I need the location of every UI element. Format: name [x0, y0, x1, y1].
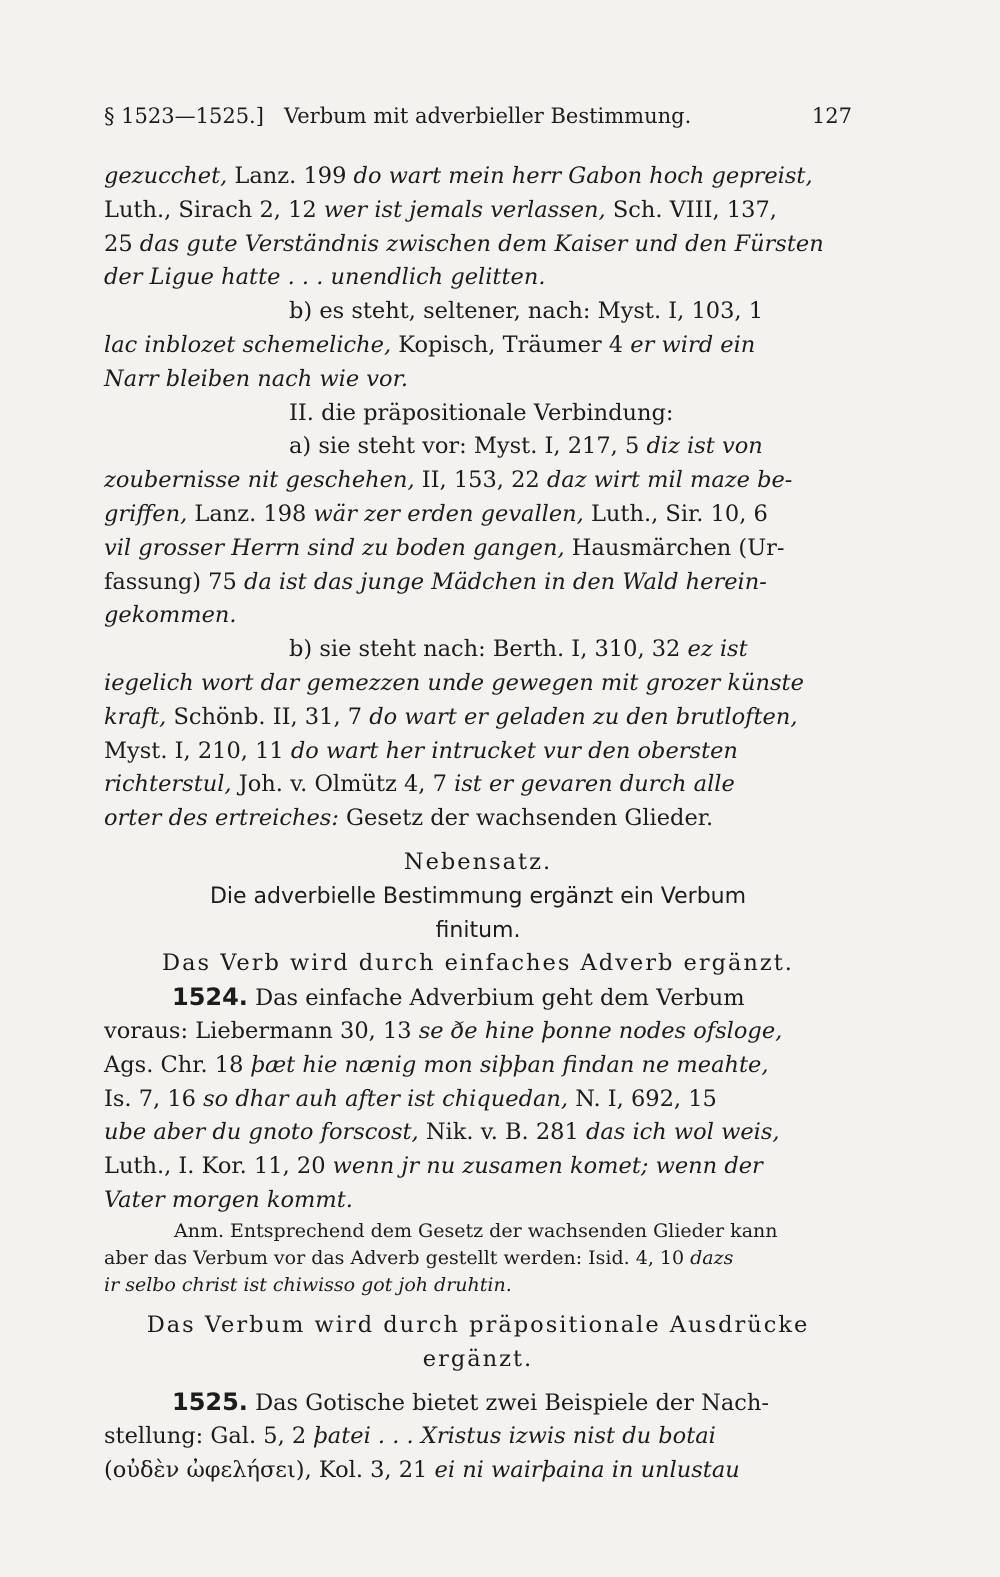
- text-line: [104, 430, 852, 464]
- italic-text: das gute Verständnis zwischen dem Kaiser und den Fürsten: [139, 230, 824, 257]
- text-line: [104, 1454, 852, 1488]
- plain-text: Das Verbum wird durch präpositionale Ausdrücke: [146, 1311, 810, 1338]
- note-line: [104, 1218, 852, 1245]
- plain-text: N. I, 692, 15: [568, 1085, 717, 1112]
- text-line: [104, 768, 852, 802]
- italic-text: lac inblozet schemeliche,: [104, 331, 392, 358]
- text-line: [104, 599, 852, 633]
- italic-text: vil grosser Herrn sind zu boden gangen,: [104, 534, 565, 561]
- note-line: [104, 1272, 852, 1299]
- page-number: 127: [811, 104, 852, 128]
- plain-text: Joh. v. Olmütz 4, 7: [231, 771, 455, 798]
- italic-text: orter des ertreiches:: [104, 805, 339, 832]
- italic-text: ei ni wairþaina in unlustau: [434, 1456, 740, 1483]
- section-range: § 1523—1525.]: [104, 104, 264, 128]
- plain-text: 25: [104, 230, 140, 257]
- text-line: [104, 329, 852, 363]
- italic-text: gekommen.: [104, 602, 237, 629]
- italic-text: Narr bleiben nach wie vor.: [104, 365, 409, 392]
- text-line: [104, 1150, 852, 1184]
- text-line: [104, 1420, 852, 1454]
- plain-text: Schönb. II, 31, 7: [166, 703, 370, 730]
- italic-text: ube aber du gnoto forscost,: [104, 1119, 419, 1146]
- italic-text: ist er gevaren durch alle: [454, 771, 735, 798]
- plain-text: aber das Verbum vor das Adverb gestellt werden: Isid. 4, 10: [104, 1246, 691, 1269]
- plain-text: voraus: Liebermann 30, 13: [104, 1017, 419, 1044]
- italic-text: er wird ein: [630, 331, 756, 358]
- text-line: [104, 228, 852, 262]
- text-line: [104, 295, 852, 329]
- paragraph-1525-start: [104, 1386, 852, 1420]
- italic-text: dazs: [690, 1246, 734, 1269]
- text-line: [104, 735, 852, 769]
- italic-text: do wart mein herr Gabon hoch gepreist,: [353, 163, 813, 189]
- text-line: [104, 667, 852, 701]
- italic-text: wär zer erden gevallen,: [313, 500, 584, 527]
- text-line: [104, 1015, 852, 1049]
- paragraph-number: 1525.: [172, 1388, 248, 1417]
- text-line: [104, 160, 852, 194]
- plain-text: b) es steht, seltener, nach: Myst. I, 103, 1: [289, 298, 764, 325]
- text-line: [104, 566, 852, 600]
- plain-text: Hausmärchen (Ur-: [564, 534, 785, 561]
- plain-text: finitum.: [435, 917, 521, 943]
- text-line: [104, 1083, 852, 1117]
- italic-text: þatei . . . Xristus izwis nist du botai: [313, 1423, 716, 1450]
- plain-text: stellung: Gal. 5, 2: [104, 1423, 314, 1450]
- topic-heading: [104, 1309, 852, 1343]
- italic-text: daz wirt mil maze be-: [546, 467, 793, 494]
- section-heading: [104, 846, 852, 880]
- topic-heading: [104, 947, 852, 981]
- italic-text: so dhar auh after ist chiquedan,: [203, 1085, 569, 1112]
- italic-text: ir selbo christ ist chiwisso got joh druhtin.: [104, 1273, 512, 1296]
- text-line: [104, 194, 852, 228]
- plain-text: Gesetz der wachsenden Glieder.: [338, 805, 714, 832]
- italic-text: da ist das junge Mädchen in den Wald herein-: [243, 568, 767, 595]
- italic-text: Vater morgen kommt.: [104, 1186, 353, 1213]
- plain-text: Myst. I, 210, 11: [104, 737, 291, 764]
- italic-text: kraft,: [104, 703, 167, 730]
- note-line: [104, 1245, 852, 1272]
- plain-text: Sch. VIII, 137,: [605, 196, 777, 223]
- plain-text: Lanz. 198: [187, 500, 314, 527]
- plain-text: Is. 7, 16: [104, 1085, 204, 1112]
- plain-text: Anm. Entsprechend dem Gesetz der wachsenden Glieder kann: [174, 1219, 778, 1242]
- italic-text: do wart her intrucket vur den obersten: [290, 737, 738, 764]
- plain-text: Nebensatz.: [403, 848, 553, 875]
- subsection-heading: [104, 397, 852, 431]
- section-subheading: [104, 914, 852, 948]
- plain-text: Das einfache Adverbium geht dem Verbum: [247, 985, 745, 1012]
- plain-text: Das Verb wird durch einfaches Adverb ergänzt.: [162, 950, 794, 977]
- italic-text: diz ist von: [646, 433, 763, 460]
- running-title: Verbum mit adverbieller Bestimmung.: [284, 104, 692, 128]
- text-line: [104, 1184, 852, 1218]
- text-line: [104, 1116, 852, 1150]
- text-line: [104, 701, 852, 735]
- plain-text: fassung) 75: [104, 568, 244, 595]
- italic-text: iegelich wort dar gemezzen unde gewegen mit grozer künste: [104, 669, 804, 696]
- text-line: [104, 498, 852, 532]
- plain-text: (οὐδὲν ὠφελήσει), Kol. 3, 21: [104, 1456, 435, 1483]
- text-line: [104, 363, 852, 397]
- plain-text: a) sie steht vor: Myst. I, 217, 5: [289, 433, 647, 460]
- text-line: [104, 261, 852, 295]
- plain-text: Luth., I. Kor. 11, 20: [104, 1153, 333, 1180]
- paragraph-number: 1524.: [172, 983, 248, 1012]
- text-line: [104, 532, 852, 566]
- italic-text: ez ist: [687, 636, 748, 663]
- italic-text: þæt hie nænig mon siþþan findan ne meahte,: [250, 1051, 769, 1078]
- plain-text: Luth., Sirach 2, 12: [104, 196, 324, 223]
- italic-text: gezucchet,: [104, 163, 228, 189]
- plain-text: b) sie steht nach: Berth. I, 310, 32: [289, 636, 688, 663]
- plain-text: II, 153, 22: [414, 467, 547, 494]
- italic-text: griffen,: [104, 500, 188, 527]
- italic-text: do wart er geladen zu den brutloften,: [369, 703, 798, 730]
- italic-text: se ðe hine þonne nodes ofsloge,: [418, 1017, 783, 1044]
- paragraph-1524-start: [104, 981, 852, 1015]
- plain-text: Nik. v. B. 281: [418, 1119, 586, 1146]
- italic-text: das ich wol weis,: [585, 1119, 780, 1146]
- italic-text: wer ist jemals verlassen,: [323, 196, 606, 223]
- plain-text: Die adverbielle Bestimmung ergänzt ein Verbum: [209, 883, 747, 909]
- text-line: [104, 1049, 852, 1083]
- italic-text: zoubernisse nit geschehen,: [104, 467, 415, 494]
- text-line: [104, 464, 852, 498]
- section-subheading: [104, 880, 852, 914]
- plain-text: ergänzt.: [422, 1345, 534, 1372]
- page-body: [104, 160, 852, 1488]
- italic-text: wenn jr nu zusamen komet; wenn der: [332, 1153, 763, 1180]
- text-line: [104, 633, 852, 667]
- plain-text: II. die präpositionale Verbindung:: [289, 399, 674, 426]
- italic-text: der Ligue hatte . . . unendlich gelitten.: [104, 264, 546, 291]
- text-line: [104, 802, 852, 836]
- running-header: [104, 104, 852, 134]
- plain-text: Lanz. 199: [227, 163, 354, 189]
- topic-heading: [104, 1343, 852, 1377]
- plain-text: Ags. Chr. 18: [104, 1051, 251, 1078]
- plain-text: Luth., Sir. 10, 6: [583, 500, 768, 527]
- italic-text: richterstul,: [104, 771, 232, 798]
- plain-text: Kopisch, Träumer 4: [391, 331, 631, 358]
- plain-text: Das Gotische bietet zwei Beispiele der Nach-: [247, 1390, 769, 1417]
